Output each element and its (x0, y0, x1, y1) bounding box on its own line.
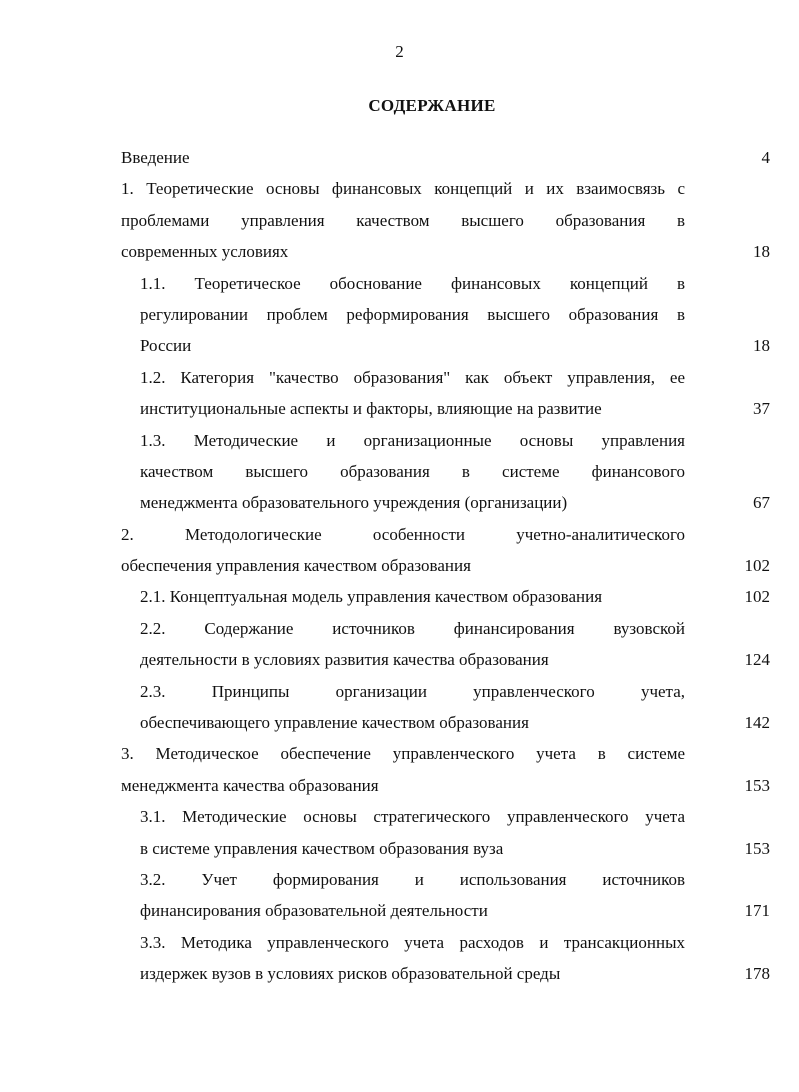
toc-page-number: 142 (744, 713, 770, 733)
toc-entry-text: регулировании проблем реформирования высшего образования в (140, 304, 685, 324)
toc-page-number: 4 (761, 148, 770, 167)
toc-entry-text: финансирования образовательной деятельности (140, 901, 488, 921)
toc-entry (0, 864, 799, 927)
toc-line (0, 299, 799, 330)
toc-line (0, 173, 799, 204)
toc-line (0, 425, 799, 456)
toc-entry-text: Введение (121, 148, 190, 167)
toc-entry-text: 3. Методическое обеспечение управленческого учета в системе (121, 744, 685, 764)
toc-line (0, 205, 799, 236)
toc-page-number: 102 (744, 587, 770, 607)
toc-entry-text: в системе управления качеством образования вуза (140, 838, 504, 858)
toc-entry-text: 1. Теоретические основы финансовых концепций и их взаимосвязь с (121, 179, 685, 199)
toc-line (0, 487, 799, 518)
toc-page-number: 178 (744, 964, 770, 984)
toc-entry (0, 738, 799, 801)
toc-page-number: 153 (744, 775, 770, 795)
toc-line (0, 864, 799, 895)
toc-line (0, 738, 799, 769)
toc-entry (0, 268, 799, 362)
toc-entry-text: институциональные аспекты и факторы, влияющие на развитие (140, 399, 602, 419)
toc-entry-text: менеджмента качества образования (121, 775, 379, 795)
toc-line (0, 519, 799, 550)
toc-entry-text: издержек вузов в условиях рисков образовательной среды (140, 964, 561, 984)
toc-entry (0, 613, 799, 676)
toc-entry-text: 1.3. Методические и организационные основы управления (140, 430, 685, 450)
toc-page-number: 37 (753, 399, 770, 419)
toc-entry-text: 2.3. Принципы организации управленческого учета, (140, 681, 685, 701)
toc-entry-text: современных условиях (121, 242, 289, 262)
toc-entry (0, 801, 799, 864)
toc-entry (0, 362, 799, 425)
toc-entry-text: 2.1. Концептуальная модель управления качеством образования (140, 587, 603, 607)
toc-entry-text: качеством высшего образования в системе финансового (140, 461, 685, 481)
toc-page-number: 171 (744, 901, 770, 921)
toc-entry (0, 425, 799, 519)
toc-line (0, 581, 799, 612)
toc-entry (0, 519, 799, 582)
toc-line (0, 927, 799, 958)
toc-line (0, 958, 799, 989)
table-of-contents (0, 142, 799, 990)
toc-entry (0, 927, 799, 990)
toc-entry-text: обеспечивающего управление качеством образования (140, 713, 529, 733)
toc-entry-text: деятельности в условиях развития качества образования (140, 650, 549, 670)
toc-entry-text: менеджмента образовательного учреждения (организации) (140, 493, 568, 513)
toc-page-number: 102 (744, 556, 770, 576)
toc-line (0, 236, 799, 267)
toc-line (0, 330, 799, 361)
toc-title: СОДЕРЖАНИЕ (368, 96, 496, 115)
toc-line (0, 801, 799, 832)
toc-line (0, 142, 799, 173)
toc-line (0, 268, 799, 299)
toc-entry-text: проблемами управления качеством высшего образования в (121, 210, 685, 230)
toc-entry-text: 3.3. Методика управленческого учета расходов и трансакционных (140, 932, 685, 952)
toc-page-number: 153 (744, 838, 770, 858)
toc-line (0, 895, 799, 926)
toc-entry-text: 2. Методологические особенности учетно-аналитического (121, 524, 685, 544)
toc-line (0, 644, 799, 675)
toc-entry (0, 142, 799, 173)
toc-page-number: 67 (753, 493, 770, 513)
toc-entry-text: 3.1. Методические основы стратегического управленческого учета (140, 807, 685, 827)
toc-line (0, 456, 799, 487)
toc-entry (0, 676, 799, 739)
toc-line (0, 833, 799, 864)
toc-entry (0, 173, 799, 267)
toc-entry-text: 1.2. Категория "качество образования" как объект управления, ее (140, 367, 685, 387)
toc-page-number: 18 (753, 336, 770, 356)
toc-page-number: 18 (753, 242, 770, 262)
toc-line (0, 550, 799, 581)
toc-line (0, 393, 799, 424)
toc-line (0, 707, 799, 738)
toc-entry-text: 2.2. Содержание источников финансирования вузовской (140, 618, 685, 638)
toc-entry-text: России (140, 336, 192, 356)
toc-page-number: 124 (744, 650, 770, 670)
toc-line (0, 613, 799, 644)
toc-line (0, 362, 799, 393)
toc-entry-text: 3.2. Учет формирования и использования источников (140, 869, 685, 889)
toc-line (0, 770, 799, 801)
toc-entry (0, 581, 799, 612)
toc-entry-text: обеспечения управления качеством образования (121, 556, 471, 576)
page-number: 2 (395, 42, 404, 61)
toc-entry-text: 1.1. Теоретическое обоснование финансовых концепций в (140, 273, 685, 293)
toc-line (0, 676, 799, 707)
